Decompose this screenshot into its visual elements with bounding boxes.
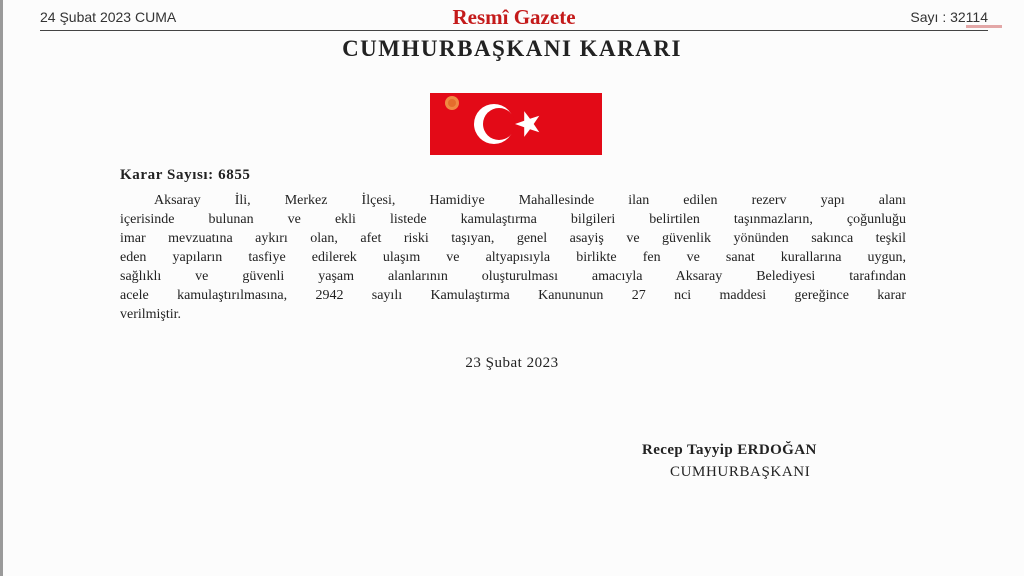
decision-number: Karar Sayısı: 6855 bbox=[120, 167, 251, 183]
header-mark bbox=[966, 25, 1002, 28]
body-line: verilmiştir. bbox=[120, 307, 182, 322]
flag-graphic bbox=[430, 93, 602, 155]
issue-number: Sayı : 32114 bbox=[910, 9, 988, 25]
decision-date: 23 Şubat 2023 bbox=[465, 355, 559, 371]
body-line: Aksaray İli, Merkez İlçesi, Hamidiye Mahallesinde ilan edilen rezerv yapı alanı bbox=[154, 193, 906, 208]
decision-body bbox=[120, 191, 906, 324]
turkish-flag-icon bbox=[430, 93, 602, 155]
document-title: CUMHURBAŞKANI KARARI bbox=[342, 36, 682, 61]
page-edge bbox=[0, 0, 3, 576]
body-line: eden yapıların tasfiye edilerek ulaşım ve altyapısıyla birlikte fen ve sanat kurallarına uygun, bbox=[120, 250, 906, 265]
body-line: sağlıklı ve güvenli yaşam alanlarının oluşturulması amacıyla Aksaray Belediyesi tarafından bbox=[120, 269, 906, 284]
body-line: acele kamulaştırılmasına, 2942 sayılı Kamulaştırma Kanununun 27 nci maddesi gereğince karar bbox=[120, 288, 906, 303]
gazette-header bbox=[40, 4, 988, 31]
body-line: içerisinde bulunan ve ekli listede kamulaştırma bilgileri belirtilen taşınmazların, çoğunluğu bbox=[120, 212, 906, 227]
gazette-title: Resmî Gazete bbox=[452, 5, 576, 29]
signatory-title: CUMHURBAŞKANI bbox=[670, 464, 811, 480]
header-date: 24 Şubat 2023 CUMA bbox=[40, 9, 177, 25]
body-line: imar mevzuatına aykırı olan, afet riski taşıyan, genel asayiş ve güvenlik yönünden sakınca teşkil bbox=[120, 231, 906, 246]
signatory-name: Recep Tayyip ERDOĞAN bbox=[642, 442, 817, 458]
